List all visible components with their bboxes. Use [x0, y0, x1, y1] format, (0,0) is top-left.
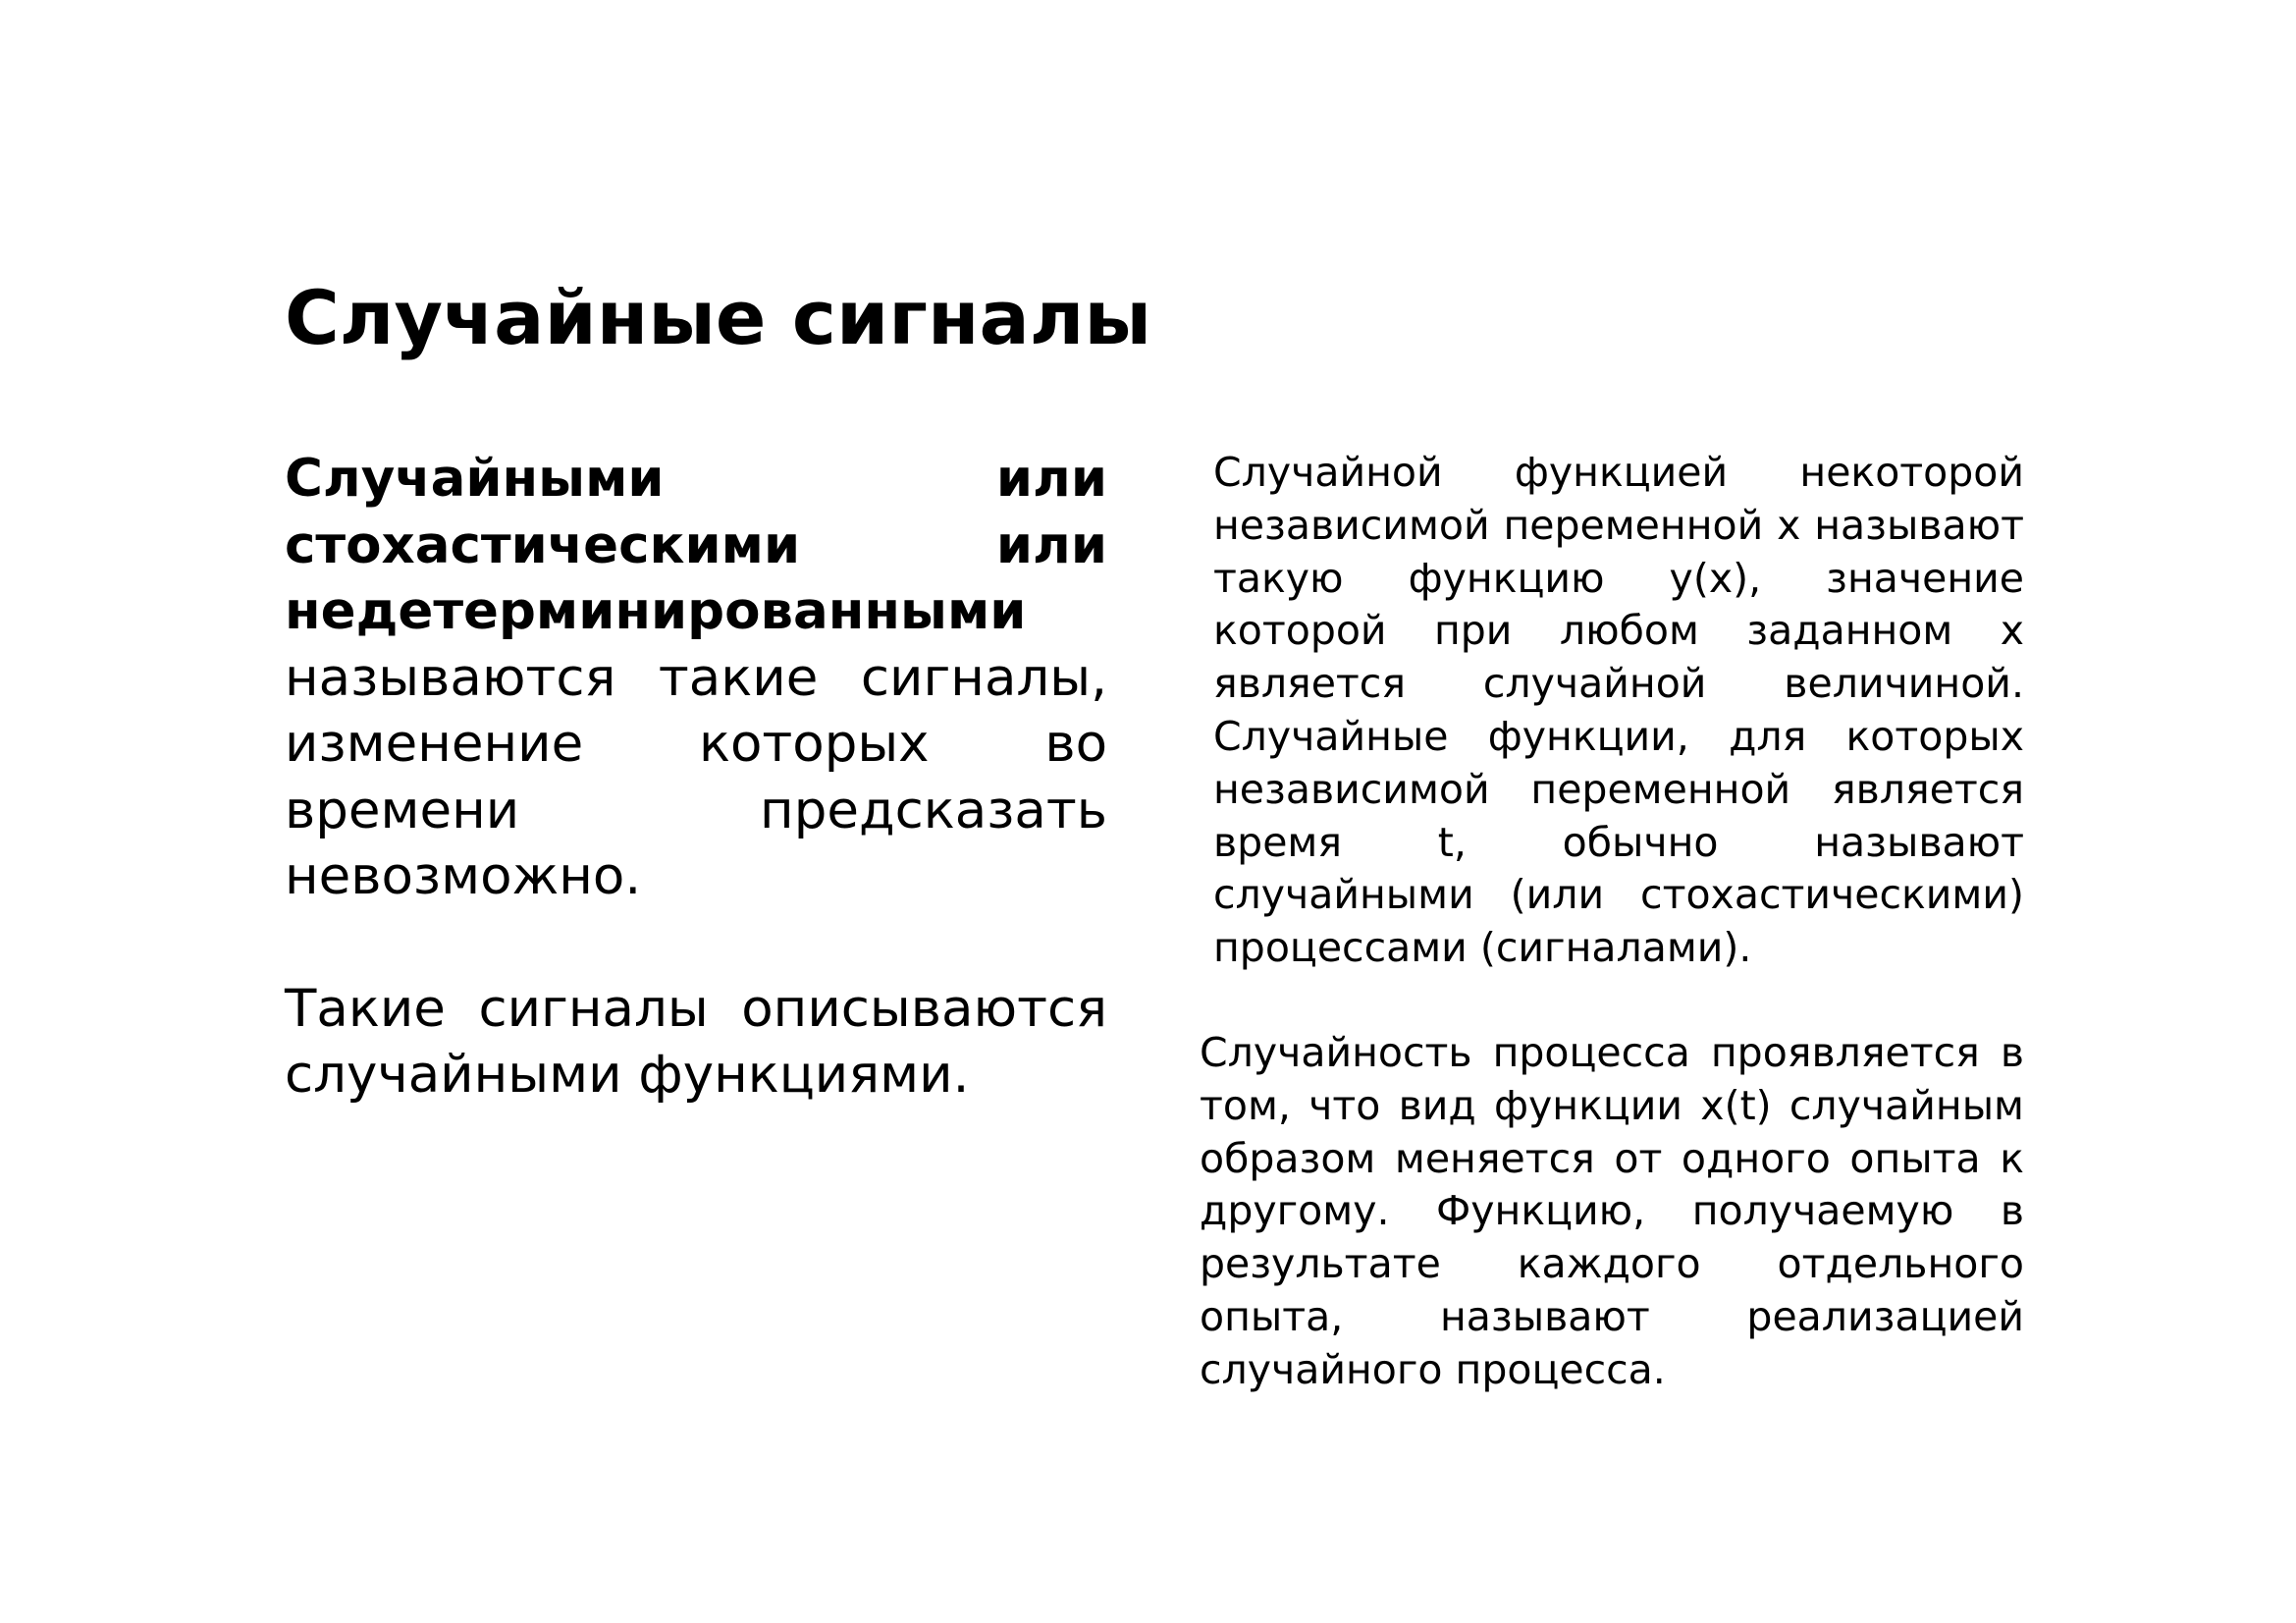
definition-text: называются такие сигналы, изменение которых во времени предсказать невозможно. [285, 647, 1107, 906]
description-paragraph: Такие сигналы описываются случайными функциями. [285, 978, 1107, 1105]
definition-term: Случайными или стохастическими или недетерминированными [285, 449, 1107, 641]
random-function-paragraph: Случайной функцией некоторой независимой переменной x называют такую функцию y(x), значение которой при любом заданном x является случайной величиной. Случайные функции, для которых независимой переменной является время t, обычно называют случайными (или стохастическими) процессами (сигналами). [1213, 449, 2024, 972]
realization-paragraph: Случайность процесса проявляется в том, что вид функции x(t) случайным образом меняется от одного опыта к другому. Функцию, получаемую в результате каждого отдельного опыта, называют реализацией случайного процесса. [1200, 1028, 2024, 1393]
left-column [285, 446, 1107, 1109]
slide-title: Случайные сигналы [285, 274, 1152, 361]
definition-paragraph [285, 446, 1107, 910]
right-column [1200, 447, 2024, 1397]
